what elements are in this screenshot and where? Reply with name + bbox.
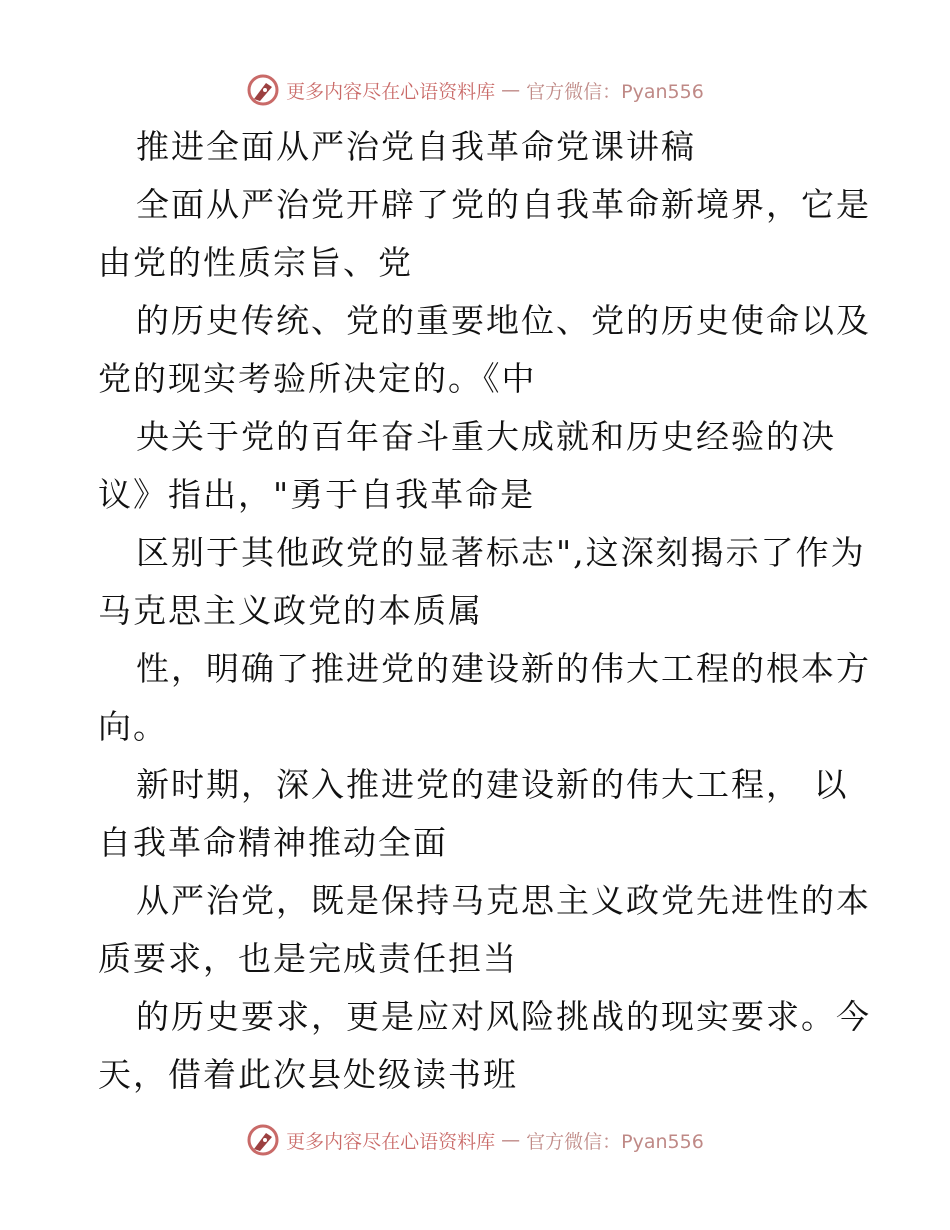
paragraph-line: 向。 — [98, 707, 168, 746]
paragraph-line: 的历史传统、党的重要地位、党的历史使命以及 — [136, 301, 871, 340]
paragraph-line: 的历史要求，更是应对风险挑战的现实要求。今 — [136, 997, 871, 1036]
watermark-separator: — — [501, 1129, 521, 1151]
footer-watermark — [0, 1120, 950, 1160]
paragraph-line: 天，借着此次县处级读书班 — [98, 1055, 518, 1094]
watermark-text: 更多内容尽在心语资料库 — [286, 1130, 496, 1153]
paragraph-line: 从严治党，既是保持马克思主义政党先进性的本 — [136, 881, 871, 920]
document-body — [98, 118, 871, 1104]
header-watermark — [0, 70, 950, 110]
pen-nib-circle-icon — [246, 1123, 280, 1157]
paragraph-line: 区别于其他政党的显著标志",这深刻揭示了作为 — [136, 533, 866, 572]
paragraph-line: 质要求，也是完成责任担当 — [98, 939, 518, 978]
paragraph-line: 党的现实考验所决定的。《中 — [98, 359, 537, 398]
paragraph-line: 性，明确了推进党的建设新的伟大工程的根本方 — [136, 649, 871, 688]
watermark-wechat: 官方微信：Pyan556 — [526, 80, 704, 103]
watermark-wechat: 官方微信：Pyan556 — [526, 1130, 704, 1153]
paragraph-line: 由党的性质宗旨、党 — [98, 243, 413, 282]
document-title: 推进全面从严治党自我革命党课讲稿 — [136, 127, 696, 166]
paragraph-line: 马克思主义政党的本质属 — [98, 591, 483, 630]
paragraph-line: 全面从严治党开辟了党的自我革命新境界，它是 — [136, 185, 871, 224]
paragraph-line: 议》指出，"勇于自我革命是 — [98, 475, 536, 514]
watermark-separator: — — [501, 79, 521, 101]
paragraph-line: 央关于党的百年奋斗重大成就和历史经验的决 — [136, 417, 836, 456]
pen-nib-circle-icon — [246, 73, 280, 107]
paragraph-line: 自我革命精神推动全面 — [98, 823, 448, 862]
paragraph-line: 新时期，深入推进党的建设新的伟大工程， 以 — [136, 765, 849, 804]
watermark-text: 更多内容尽在心语资料库 — [286, 80, 496, 103]
